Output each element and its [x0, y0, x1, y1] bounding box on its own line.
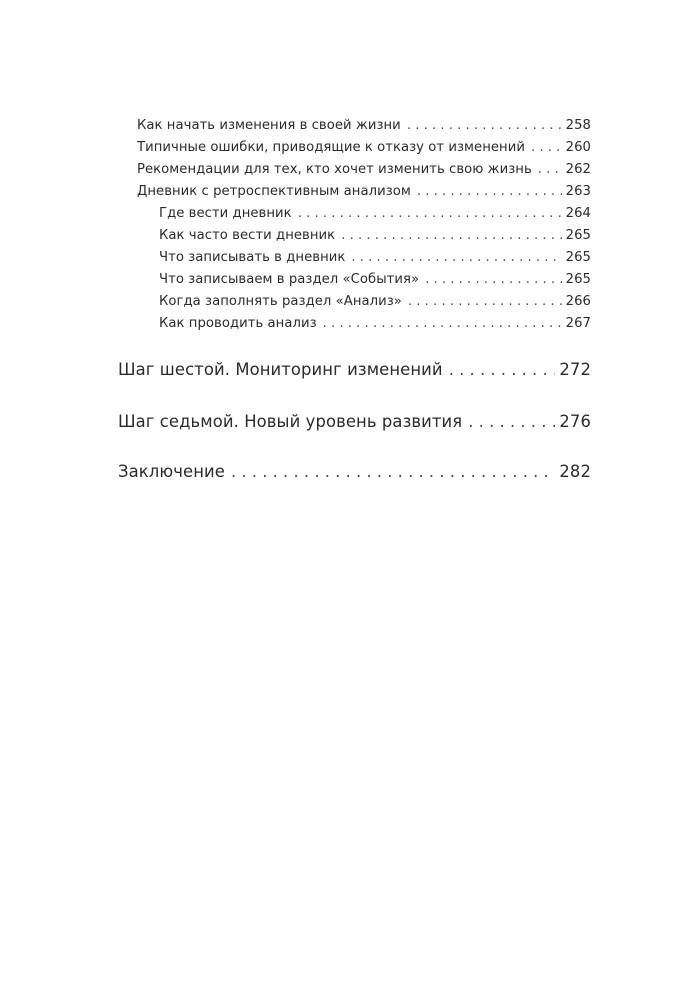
- toc-entry-page: 265: [565, 250, 591, 265]
- dot-leader: [449, 360, 556, 379]
- dot-leader: [341, 228, 561, 243]
- toc-entry-page: 282: [559, 462, 591, 481]
- toc-subentry: [159, 294, 591, 309]
- toc-subentry: [159, 206, 591, 221]
- toc-entry-title: Как часто вести дневник: [159, 228, 336, 243]
- toc-entry-page: 258: [565, 118, 591, 133]
- dot-leader: [323, 316, 562, 331]
- toc-entry-page: 265: [565, 272, 591, 287]
- toc-entry-title: Шаг седьмой. Новый уровень развития: [118, 412, 463, 431]
- toc-entry-page: 267: [565, 316, 591, 331]
- toc-entry: [137, 140, 591, 155]
- toc-entry-title: Где вести дневник: [159, 206, 292, 221]
- dot-leader: [531, 140, 562, 155]
- toc-subentry: [159, 250, 591, 265]
- dot-leader: [425, 272, 562, 287]
- toc-entry: [137, 162, 591, 177]
- dot-leader: [408, 294, 562, 309]
- toc-entry-title: Шаг шестой. Мониторинг изменений: [118, 360, 443, 379]
- toc-entry-page: 264: [565, 206, 591, 221]
- dot-leader: [407, 118, 562, 133]
- toc-entry: [137, 184, 591, 199]
- dot-leader: [417, 184, 562, 199]
- toc-subentry: [159, 228, 591, 243]
- toc-entry-title: Когда заполнять раздел «Анализ»: [159, 294, 402, 309]
- toc-entry-page: 263: [565, 184, 591, 199]
- toc-subentry: [159, 272, 591, 287]
- toc-entry-page: 260: [565, 140, 591, 155]
- toc-entry-title: Заключение: [118, 462, 225, 481]
- toc-chapter: [118, 462, 591, 481]
- toc-entry-title: Что записываем в раздел «События»: [159, 272, 420, 287]
- toc-entry-title: Типичные ошибки, приводящие к отказу от изменений: [137, 140, 525, 155]
- toc-chapter: [118, 360, 591, 379]
- dot-leader: [231, 462, 555, 481]
- toc-entry-title: Дневник с ретроспективным анализом: [137, 184, 411, 199]
- toc-entry: [137, 118, 591, 133]
- toc-entry-title: Как проводить анализ: [159, 316, 317, 331]
- dot-leader: [298, 206, 562, 221]
- toc-entry-title: Как начать изменения в своей жизни: [137, 118, 401, 133]
- toc-entry-page: 265: [565, 228, 591, 243]
- toc-entry-page: 276: [559, 412, 591, 431]
- toc-entry-page: 266: [565, 294, 591, 309]
- toc-entry-page: 272: [559, 360, 591, 379]
- toc-subentry: [159, 316, 591, 331]
- toc-entry-title: Что записывать в дневник: [159, 250, 346, 265]
- dot-leader: [351, 250, 561, 265]
- toc-chapter: [118, 412, 591, 431]
- toc-entry-page: 262: [565, 162, 591, 177]
- dot-leader: [538, 162, 562, 177]
- dot-leader: [468, 412, 555, 431]
- toc-entry-title: Рекомендации для тех, кто хочет изменить свою жизнь: [137, 162, 532, 177]
